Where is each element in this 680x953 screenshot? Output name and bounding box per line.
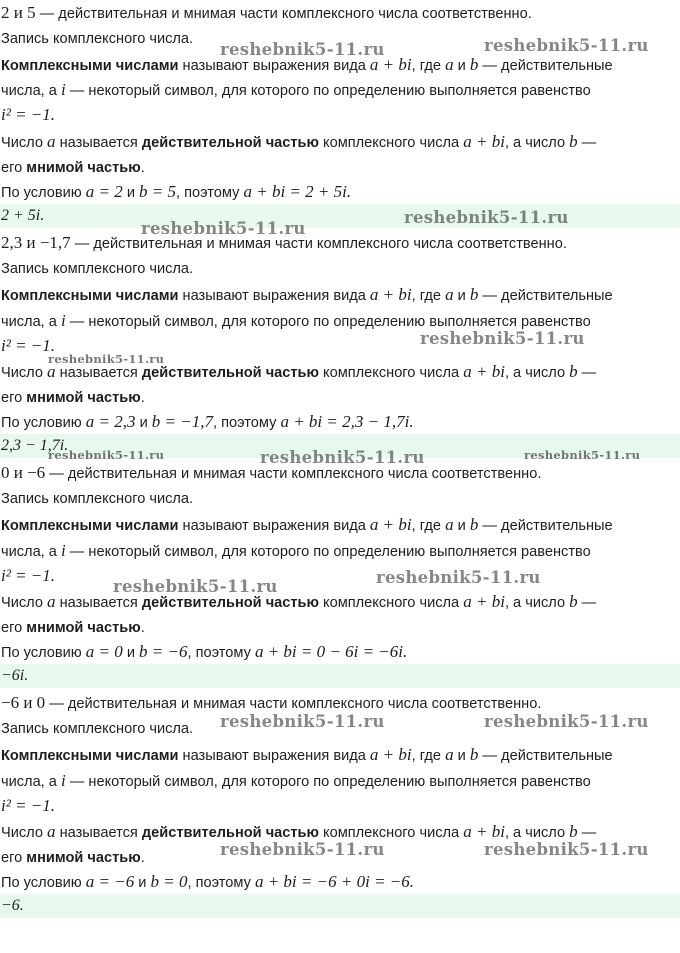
condition-line: По условию a = −6 и b = 0, поэтому a + bi = −6 + 0i = −6. (1, 872, 414, 891)
real-part-line: Число a называется действительной частью комплексного числа a + bi, а число b — (1, 362, 597, 381)
i-squared-line: i² = −1. (1, 566, 56, 585)
watermark: reshebnik5-11.ru (404, 208, 569, 227)
watermark: reshebnik5-11.ru (484, 840, 649, 859)
definition-line-1: Комплексными числами называют выражения вида a + bi, где a и b — действительные (1, 515, 613, 534)
real-part-line: Число a называется действительной частью комплексного числа a + bi, а число b — (1, 592, 597, 611)
watermark: reshebnik5-11.ru (420, 329, 585, 348)
record-heading: Запись комплексного числа. (1, 261, 194, 277)
real-part-line: Число a называется действительной частью комплексного числа a + bi, а число b — (1, 822, 597, 841)
i-squared-line: i² = −1. (1, 336, 56, 355)
watermark: reshebnik5-11.ru (220, 712, 385, 731)
answer-row: −6. (0, 894, 680, 918)
condition-line: По условию a = 0 и b = −6, поэтому a + bi = 0 − 6i = −6i. (1, 642, 408, 661)
condition-line: По условию a = 2,3 и b = −1,7, поэтому a + bi = 2,3 − 1,7i. (1, 412, 414, 431)
i-squared-line: i² = −1. (1, 105, 56, 124)
definition-line-2: числа, а i — некоторый символ, для которого по определению выполняется равенство (1, 311, 591, 330)
watermark: reshebnik5-11.ru (48, 448, 165, 462)
condition-line: По условию a = 2 и b = 5, поэтому a + bi = 2 + 5i. (1, 182, 352, 201)
answer-row: 2,3 − 1,7i. (0, 434, 680, 458)
imag-part-line: его мнимой частью. (1, 160, 145, 176)
i-squared-line: i² = −1. (1, 796, 56, 815)
definition-line-1: Комплексными числами называют выражения вида a + bi, где a и b — действительные (1, 285, 613, 304)
definition-line-2: числа, а i — некоторый символ, для которого по определению выполняется равенство (1, 541, 591, 560)
answer-row: −6i. (0, 664, 680, 688)
definition-line-1: Комплексными числами называют выражения вида a + bi, где a и b — действительные (1, 55, 613, 74)
watermark: reshebnik5-11.ru (260, 448, 425, 467)
parts-line: −6 и 0 — действительная и мнимая части комплексного числа соответственно. (1, 693, 542, 712)
definition-line-2: числа, а i — некоторый символ, для которого по определению выполняется равенство (1, 771, 591, 790)
answer-row: 2 + 5i. (0, 204, 680, 228)
definition-line-2: числа, а i — некоторый символ, для которого по определению выполняется равенство (1, 80, 591, 99)
record-heading: Запись комплексного числа. (1, 31, 194, 47)
record-heading: Запись комплексного числа. (1, 721, 194, 737)
watermark: reshebnik5-11.ru (484, 36, 649, 55)
watermark: reshebnik5-11.ru (141, 219, 306, 238)
watermark: reshebnik5-11.ru (48, 352, 165, 366)
watermark: reshebnik5-11.ru (220, 40, 385, 59)
parts-line: 2 и 5 — действительная и мнимая части комплексного числа соответственно. (1, 3, 532, 22)
definition-line-1: Комплексными числами называют выражения вида a + bi, где a и b — действительные (1, 745, 613, 764)
record-heading: Запись комплексного числа. (1, 491, 194, 507)
parts-line: 0 и −6 — действительная и мнимая части комплексного числа соответственно. (1, 463, 542, 482)
imag-part-line: его мнимой частью. (1, 850, 145, 866)
watermark: reshebnik5-11.ru (376, 568, 541, 587)
watermark: reshebnik5-11.ru (484, 712, 649, 731)
parts-line: 2,3 и −1,7 — действительная и мнимая части комплексного числа соответственно. (1, 233, 567, 252)
watermark: reshebnik5-11.ru (524, 448, 641, 462)
watermark: reshebnik5-11.ru (220, 840, 385, 859)
watermark: reshebnik5-11.ru (113, 577, 278, 596)
real-part-line: Число a называется действительной частью комплексного числа a + bi, а число b — (1, 132, 597, 151)
imag-part-line: его мнимой частью. (1, 390, 145, 406)
imag-part-line: его мнимой частью. (1, 620, 145, 636)
